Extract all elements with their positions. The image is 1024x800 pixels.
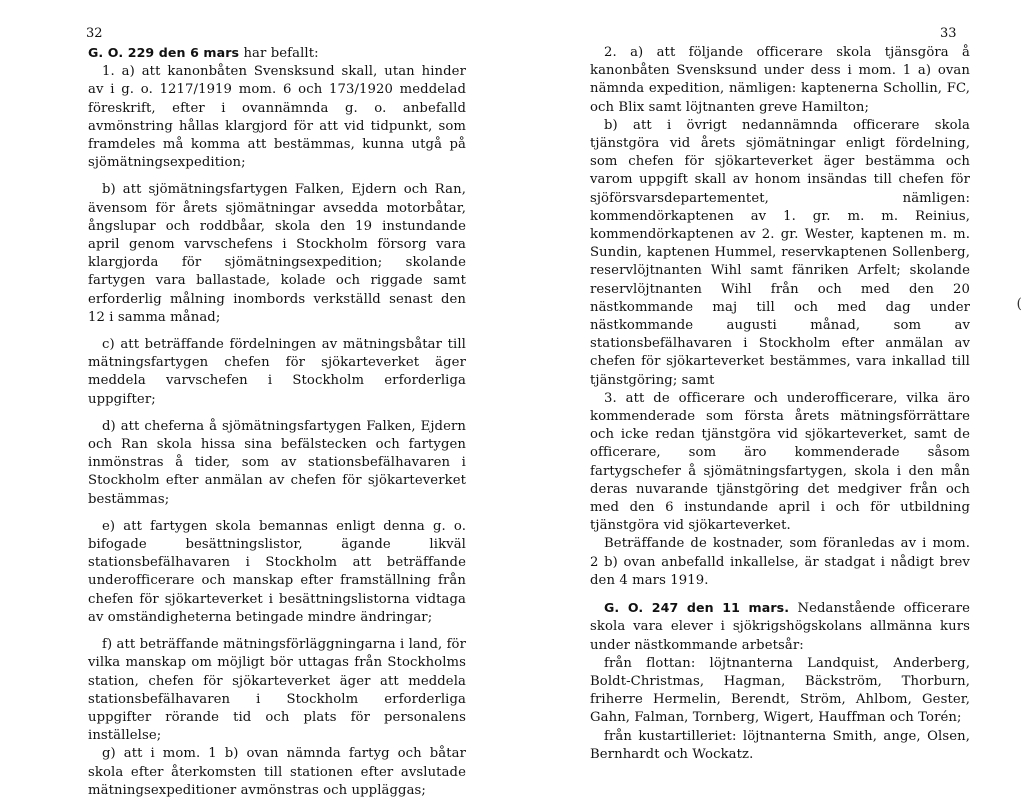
paragraph-1b: b) att sjömätningsfartygen Falken, Ejdern och Ran, ävensom för årets sjömätningar avsedda motorbåtar, ångslupar och roddbåar, skola den 19 instundande april genom varvschefens i Stockholm försorg vara klargjorda för sjömätningsexpedition; skolande fartygen vara ballastade, kolade och riggade samt erforderlig målning inombords verkställd senast den 12 i samma månad; [88,182,466,325]
page-number-right: 33 [940,26,957,41]
paragraph-flottan: från flottan: löjtnanterna Landquist, Anderberg, Boldt-Christmas, Hagman, Bäckström, Thorburn, friherre Hermelin, Berendt, Ström, Ahlbom, Gester, Gahn, Falman, Tornberg, Wigert, Hauffman och Torén; [590,655,970,726]
paragraph-2a: 2. a) att följande officerare skola tjänsgöra å kanonbåten Svensksund under dess i mom. 1 a) ovan nämnda expedition, nämligen: kaptenerna Schollin, FC, och Blix samt löjtnanten greve Hamilton; [590,45,970,115]
order-heading-go-247: G. O. 247 den 11 mars. [604,600,790,616]
right-column-text [590,44,970,764]
paragraph-2b: b) att i övrigt nedannämnda officerare skola tjänstgöra vid årets sjömätningar enligt fördelning, som chefen för sjökarteverket äger bestämma och varom uppgift skall av honom insändas till chefen för sjöförsvarsdepartementet, nämligen: kommendörkaptenen av 1. gr. m. m. Reinius, kommendörkaptenen av 2. gr. Wester, kaptenen m. m. Sundin, kaptenen Hummel, reservkaptenen Sollenberg, reservlöjtnanten Wihl samt fänriken Arfelt; skolande reservlöjtnanten Wihl från och med den 20 nästkommande maj till och med dag under nästkommande augusti månad, som av stationsbefälhavaren i Stockholm efter anmälan av chefen för sjökarteverket bestämmes, vara inkallad till tjänstgöring; samt [590,117,970,388]
paragraph-kustartilleriet: från kustartilleriet: löjtnanterna Smith, ange, Olsen, Bernhardt och Wockatz. [590,728,970,762]
right-page [512,0,1024,767]
page-number-left: 32 [86,26,103,41]
paragraph-3: 3. att de officerare och underofficerare, vilka äro kommenderade som första årets mätningsförrättare och icke redan tjänstgöra vid sjökarteverket, samt de officerare, som äro kommenderade såsom fartygschefer å sjömätningsfartygen, skola i den mån deras nuvarande tjänstgöring det medgiver från och med den 6 instundande april i och för utbildning tjänstgöra vid sjökarteverket. [590,390,970,534]
paragraph-1a: 1. a) att kanonbåten Svensksund skall, utan hinder av i g. o. 1217/1919 mom. 6 och 173/1920 meddelad föreskrift, efter i ovannämnda g. o. anbefalld avmönstring hållas klargjord för att vid tidpunkt, som framdeles må komma att bestämmas, kunna utgå på sjömätningsexpedition; [88,64,466,171]
paragraph-1c: c) att beträffande fördelningen av mätningsbåtar till mätningsfartygen chefen för sjökarteverket äger meddela varvschefen i Stockholm erforderliga uppgifter; [88,337,466,407]
paragraph-costs: Beträffande de kostnader, som föranledas av i mom. 2 b) ovan anbefalld inkallelse, är stadgat i nådigt brev den 4 mars 1919. [590,536,970,588]
edge-mark: ( [1016,296,1022,312]
paragraph-1g: g) att i mom. 1 b) ovan nämnda fartyg och båtar skola efter återkomsten till stationen efter avslutade mätningsexpeditioner avmönstras och uppläggas; [88,746,466,798]
left-page [0,0,512,798]
paragraph-1f: f) att beträffande mätningsförläggningarna i land, för vilka manskap om möjligt bör uttagas från Stockholms station, chefen för sjökarteverket äger att meddela stationsbefälhavaren i Stockholm erforderliga uppgifter rörande tid och plats för personalens inställelse; [88,637,466,744]
left-column-text [88,44,466,800]
paragraph-go-247-intro: G. O. 247 den 11 mars. Nedanstående officerare skola vara elever i sjökrigshögskolans allmänna kurs under nästkommande arbetsår: [590,600,971,653]
paragraph-go-229-intro: G. O. 229 den 6 mars har befallt: [88,45,319,61]
paragraph-1d: d) att cheferna å sjömätningsfartygen Falken, Ejdern och Ran skola hissa sina befälstecken och fartygen inmönstras å tider, som av stationsbefälhavaren i Stockholm efter anmälan av chefen för sjökarteverket bestämmas; [88,418,466,507]
paragraph-1e: e) att fartygen skola bemannas enligt denna g. o. bifogade besättningslistor, ägande likväl stationsbefälhavaren i Stockholm att beträffande underofficerare och manskap efter framställning från chefen för sjökarteverket i besättningslistorna vidtaga av omständigheterna betingade mindre ändringar; [88,518,466,625]
order-heading-go-229: G. O. 229 den 6 mars [88,45,240,60]
